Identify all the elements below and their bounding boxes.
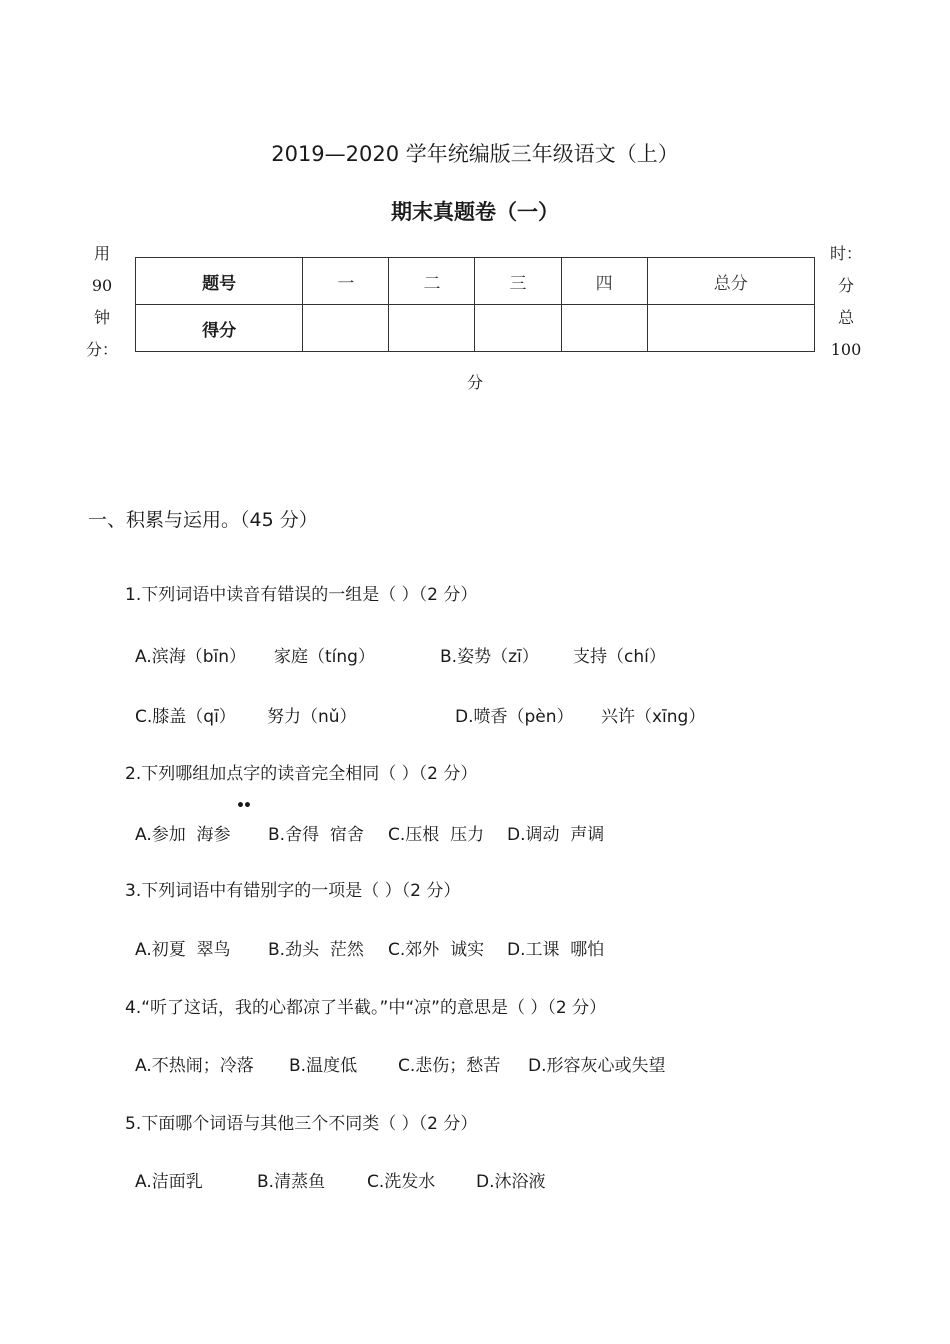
score-cell[interactable]: [561, 305, 647, 352]
question-stem: 1.下列词语中读音有错误的一组是（ ）（2 分）: [125, 585, 478, 605]
score-table: [135, 257, 815, 352]
table-header-cell: 二: [389, 258, 475, 305]
score-cell[interactable]: [475, 305, 561, 352]
option: A.不热闹；冷落: [135, 1056, 254, 1076]
option: D.喷香（pèn）: [455, 707, 574, 727]
option: B.劲头 茫然: [268, 940, 364, 960]
info-text: 分：: [85, 340, 118, 359]
info-text: 100: [830, 340, 862, 359]
table-header-cell: 总分: [647, 258, 814, 305]
option: D.沐浴液: [476, 1172, 546, 1192]
option: A.参加 海参: [135, 825, 231, 845]
table-row-label: 得分: [136, 305, 303, 352]
info-text: 90: [91, 276, 113, 295]
info-text: 钟: [93, 308, 110, 327]
info-text: 分: [837, 276, 854, 295]
info-text: 时：: [829, 244, 862, 263]
option: C.悲伤；愁苦: [398, 1056, 501, 1076]
option: C.郊外 诚实: [388, 940, 485, 960]
info-text: 用: [93, 244, 110, 263]
score-table-score-row: [136, 305, 815, 352]
score-cell[interactable]: [389, 305, 475, 352]
exam-subtitle: 期末真题卷（一）: [391, 200, 559, 224]
option: B.清蒸鱼: [257, 1172, 326, 1192]
option: D.形容灰心或失望: [528, 1056, 666, 1076]
option: C.压根 压力: [388, 825, 485, 845]
option: B.姿势（zī）: [440, 647, 539, 667]
question-stem: 5.下面哪个词语与其他三个不同类（ ）（2 分）: [125, 1114, 478, 1134]
option: B.温度低: [289, 1056, 358, 1076]
info-text-below: 分: [466, 373, 483, 392]
option: C.洗发水: [367, 1172, 436, 1192]
option: 努力（nǔ）: [267, 707, 357, 727]
table-header-cell: 一: [303, 258, 389, 305]
question-stem: 4.“听了这话，我的心都凉了半截。”中“凉”的意思是（ ）（2 分）: [125, 998, 607, 1018]
table-header-cell: 题号: [136, 258, 303, 305]
option: A.滨海（bīn）: [135, 647, 247, 667]
option: 家庭（tíng）: [274, 647, 375, 667]
score-cell[interactable]: [303, 305, 389, 352]
section-heading: 一、积累与运用。（45 分）: [88, 509, 318, 531]
question-stem: 2.下列哪组加点字的读音完全相同（ ）（2 分）: [125, 764, 478, 784]
option: D.工课 哪怕: [507, 940, 605, 960]
table-header-cell: 三: [475, 258, 561, 305]
exam-score-info-right: [828, 238, 864, 366]
question-stem: 3.下列词语中有错别字的一项是（ ）（2 分）: [125, 881, 461, 901]
option: 支持（chí）: [573, 647, 666, 667]
option: C.膝盖（qī）: [135, 707, 236, 727]
option: A.洁面乳: [135, 1172, 203, 1192]
table-header-cell: 四: [561, 258, 647, 305]
score-cell[interactable]: [647, 305, 814, 352]
option: A.初夏 翠鸟: [135, 940, 231, 960]
option: B.舍得 宿舍: [268, 825, 364, 845]
exam-time-info-left: [84, 238, 120, 366]
info-text: 总: [837, 308, 854, 327]
emphasis-dots: ••: [236, 798, 250, 814]
option: 兴许（xīng）: [601, 707, 706, 727]
option: D.调动 声调: [507, 825, 605, 845]
exam-title: 2019—2020 学年统编版三年级语文（上）: [271, 142, 679, 166]
score-table-header-row: [136, 258, 815, 305]
